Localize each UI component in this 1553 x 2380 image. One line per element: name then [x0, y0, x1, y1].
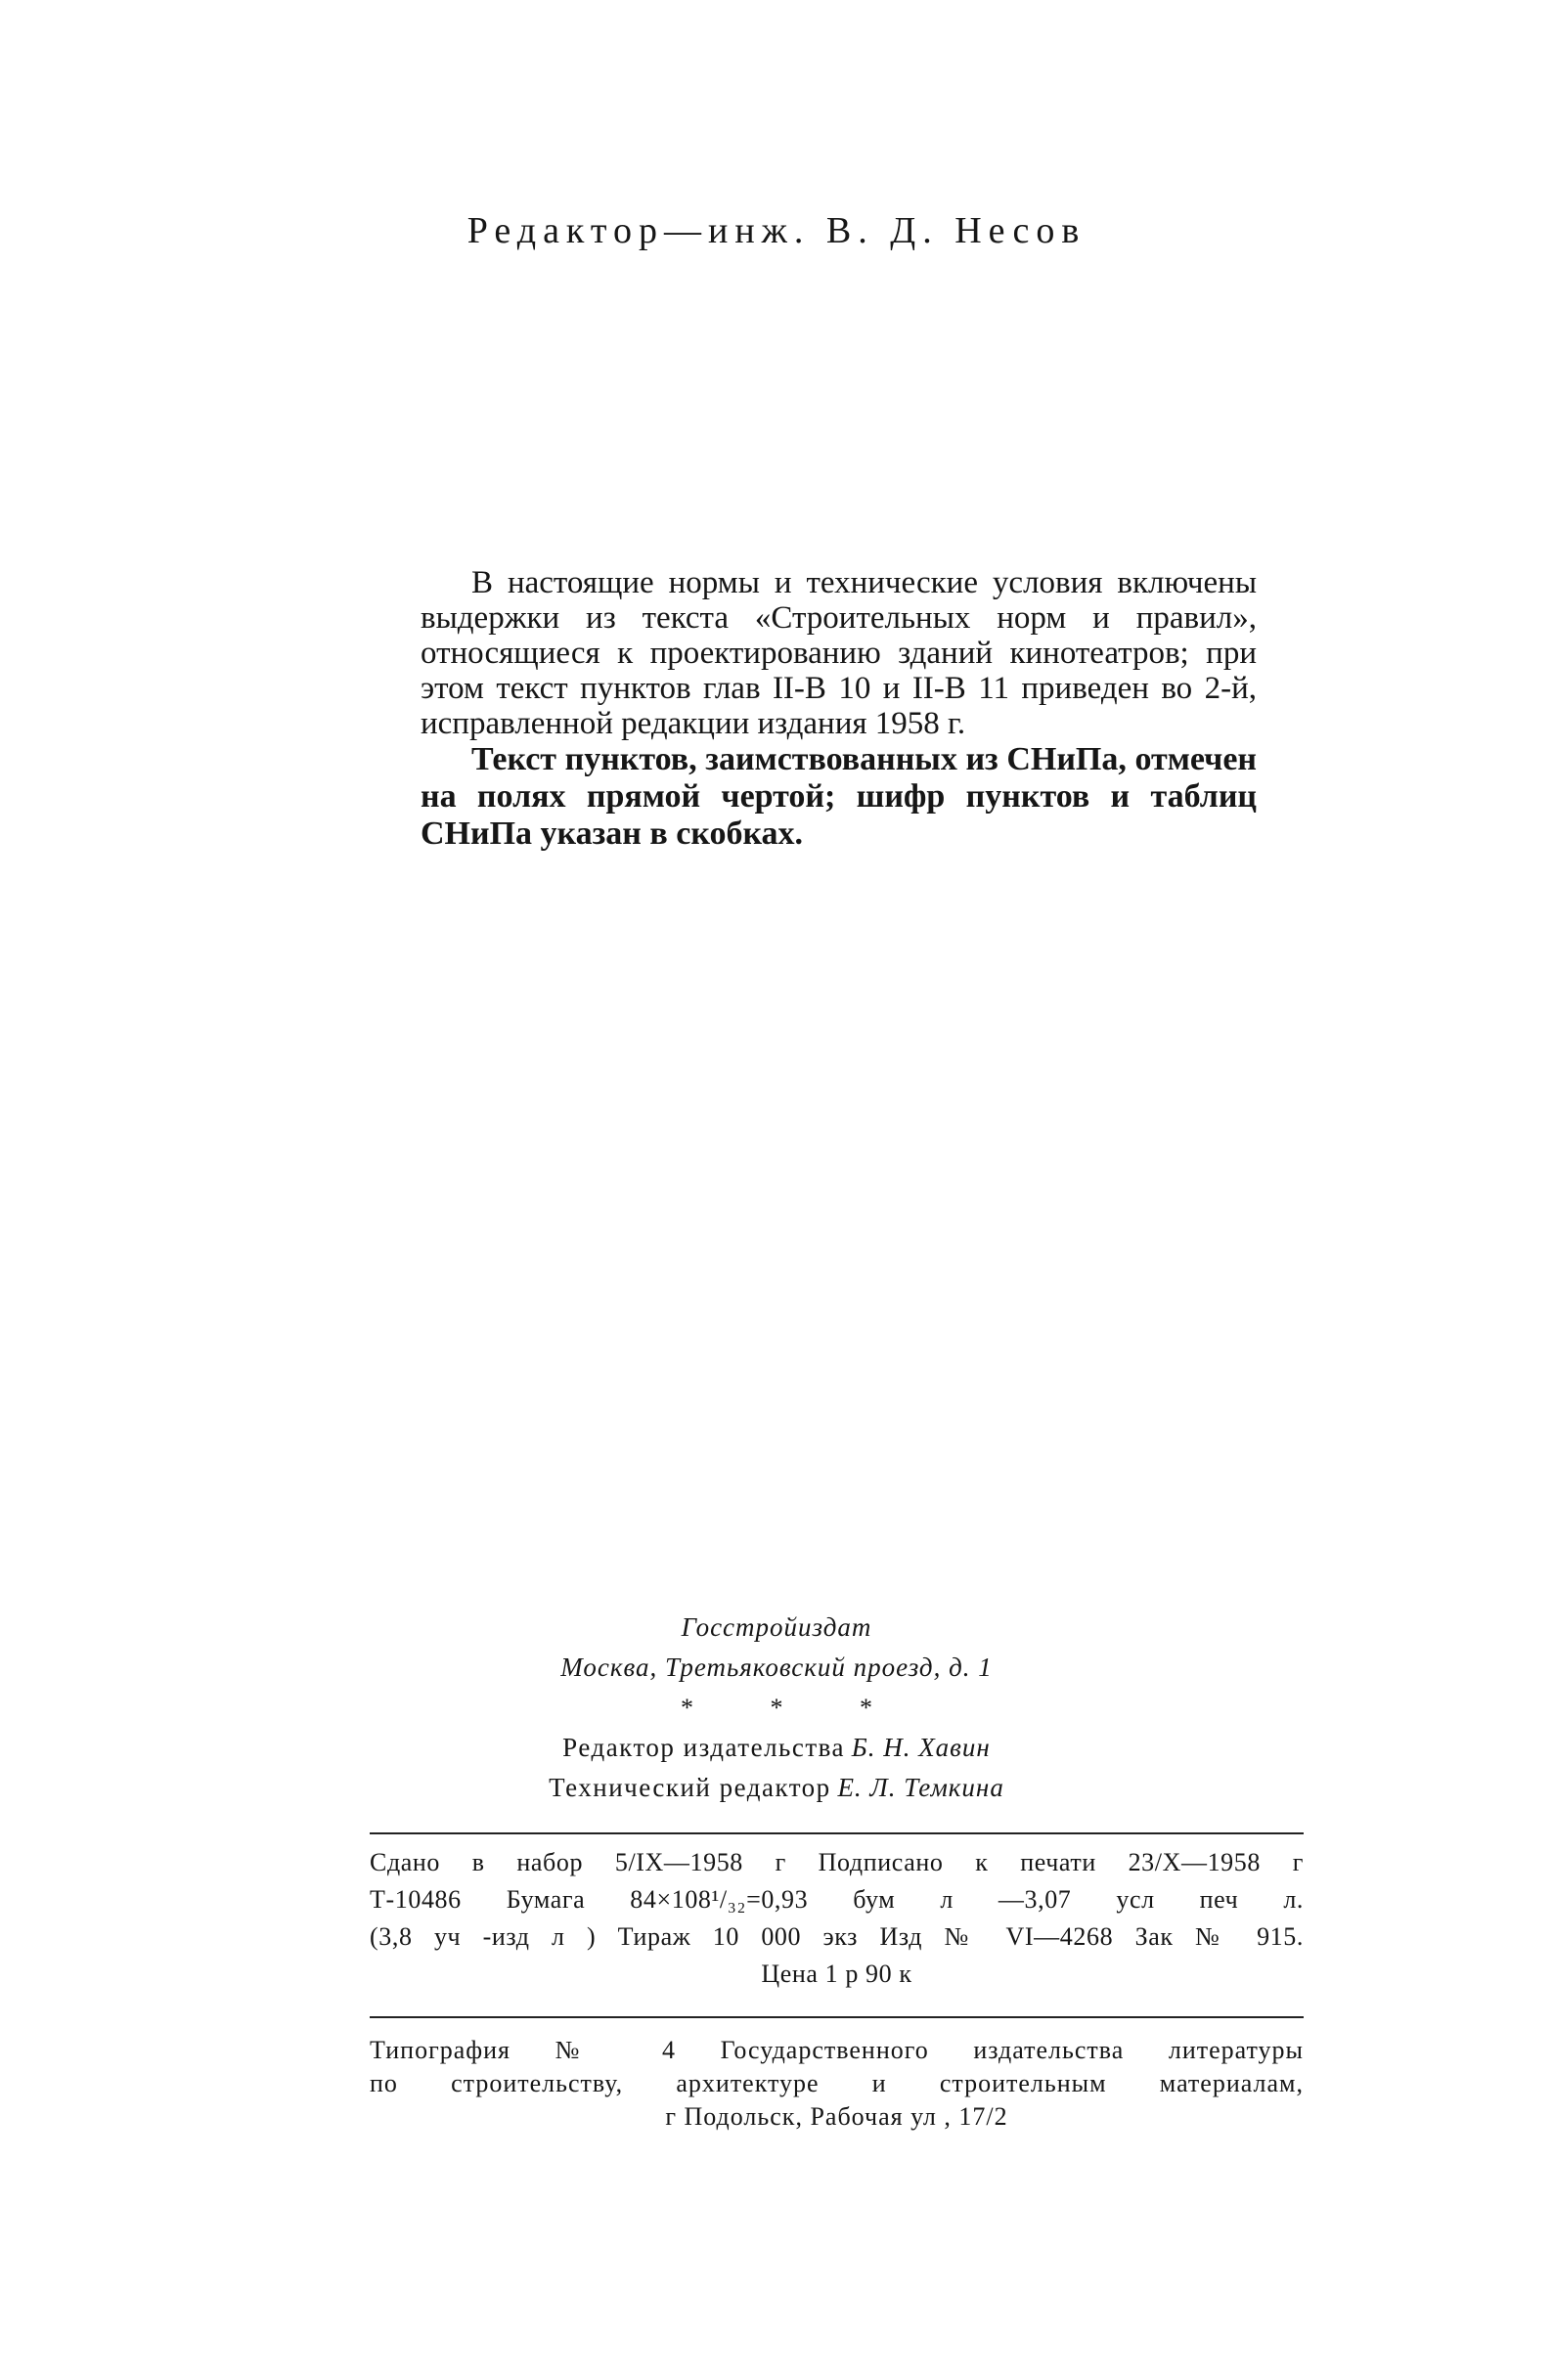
edition-note-paragraph-2: Текст пунктов, заимствованных из СНиПа, отмечен на полях прямой чертой; шифр пунктов и таблиц СНиПа указан в скобках.	[421, 741, 1257, 852]
print-specifications	[370, 1844, 1304, 1993]
printer-line-2: по строительству, архитектуре и строительным материалам,	[370, 2069, 1304, 2097]
printing-house	[370, 2034, 1304, 2134]
separator-stars: * * *	[681, 1694, 908, 1722]
publisher-address: Москва, Третьяковский проезд, д. 1	[560, 1653, 993, 1682]
editor-credit: Редактор—инж. В. Д. Несов	[466, 210, 1087, 251]
divider-lower	[370, 2016, 1304, 2018]
specs-line-2: Т-10486 Бумага 84×108¹/₃₂=0,93 бум л —3,07 усл печ л.	[370, 1885, 1304, 1914]
publisher-name: Госстройиздат	[681, 1612, 872, 1642]
price-line: Цена 1 р 90 к	[761, 1960, 912, 1988]
edition-note-paragraph-1: В настоящие нормы и технические условия включены выдержки из текста «Строительных норм и правил», относящиеся к проектированию зданий кинотеатров; при этом текст пунктов глав II-В 10 и II-В 11 приведен во 2-й, исправленной редакции издания 1958 г.	[421, 565, 1257, 741]
specs-line-3: (3,8 уч -изд л ) Тираж 10 000 экз Изд № VI—4268 Зак № 915.	[370, 1922, 1304, 1951]
publishing-editor-line	[0, 1728, 1553, 1768]
publishing-editor-label: Редактор издательства	[562, 1733, 846, 1762]
printer-line-1: Типография № 4 Государственного издательства литературы	[370, 2036, 1304, 2064]
divider-upper	[370, 1832, 1304, 1834]
publisher-imprint	[0, 1608, 1553, 1808]
technical-editor-name: Е. Л. Темкина	[837, 1773, 1004, 1802]
technical-editor-label: Технический редактор	[549, 1773, 831, 1802]
printer-line-3: г Подольск, Рабочая ул , 17/2	[665, 2102, 1008, 2131]
publishing-editor-name: Б. Н. Хавин	[851, 1733, 991, 1762]
edition-note	[421, 565, 1257, 853]
specs-line-1: Сдано в набор 5/IX—1958 г Подписано к печати 23/X—1958 г	[370, 1848, 1304, 1876]
technical-editor-line	[0, 1768, 1553, 1808]
